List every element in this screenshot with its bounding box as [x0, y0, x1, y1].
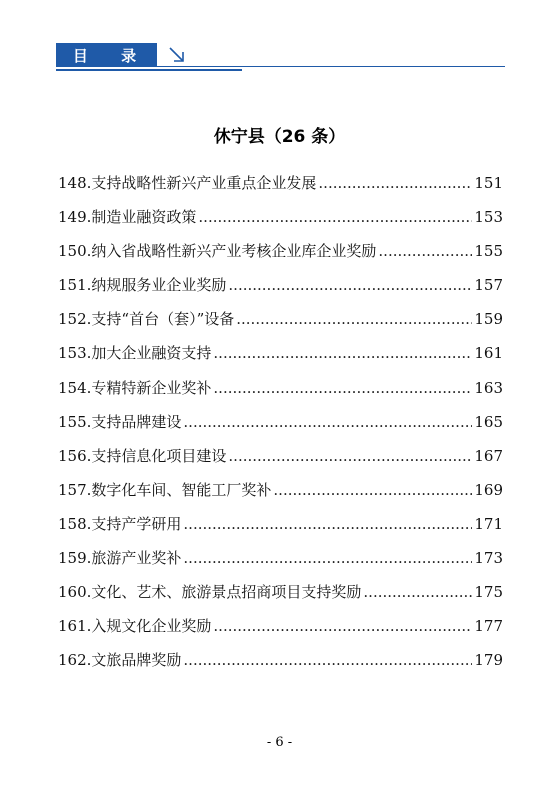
page-number: - 6 - [266, 735, 293, 750]
toc-entry-label: 153.加大企业融资支持 [58, 344, 212, 363]
toc-entry-page: 159 [474, 310, 503, 329]
toc-leader-dots [378, 234, 472, 268]
toc-leader-dots [213, 371, 472, 405]
toc-entry-page: 177 [474, 617, 503, 636]
toc-entry[interactable] [58, 200, 503, 234]
toc-leader-dots [183, 507, 472, 541]
toc-entry[interactable] [58, 541, 503, 575]
toc-leader-dots [213, 336, 472, 370]
toc-entry-label: 157.数字化车间、智能工厂奖补 [58, 480, 272, 499]
toc-entry-page: 155 [474, 242, 503, 261]
toc-leader-dots [236, 302, 472, 336]
toc-header [56, 43, 505, 79]
toc-entry-label: 160.文化、艺术、旅游景点招商项目支持奖励 [58, 583, 362, 602]
toc-entry-label: 150.纳入省战略性新兴产业考核企业库企业奖励 [58, 242, 377, 261]
toc-leader-dots [183, 643, 472, 677]
toc-entry-page: 169 [474, 480, 503, 499]
toc-entry[interactable] [58, 439, 503, 473]
toc-entry-page: 173 [474, 549, 503, 568]
toc-entry-page: 161 [474, 344, 503, 363]
toc-leader-dots [183, 405, 472, 439]
toc-leader-dots [183, 541, 472, 575]
toc-entry[interactable] [58, 609, 503, 643]
table-of-contents [58, 166, 503, 677]
toc-entry[interactable] [58, 643, 503, 677]
toc-entry[interactable] [58, 336, 503, 370]
toc-entry-label: 161.入规文化企业奖励 [58, 617, 212, 636]
toc-entry-page: 175 [474, 583, 503, 602]
toc-entry-label: 162.文旅品牌奖励 [58, 651, 182, 670]
toc-entry-page: 153 [474, 208, 503, 227]
toc-leader-dots [213, 609, 472, 643]
arrow-down-right-icon [166, 43, 188, 67]
toc-entry-label: 151.纳规服务业企业奖励 [58, 276, 227, 295]
toc-entry-page: 179 [474, 651, 503, 670]
toc-header-tab: 目 录 [56, 43, 157, 67]
toc-entry-label: 159.旅游产业奖补 [58, 549, 182, 568]
toc-entry-page: 157 [474, 276, 503, 295]
toc-entry[interactable] [58, 166, 503, 200]
toc-entry-label: 155.支持品牌建设 [58, 412, 182, 431]
toc-entry-label: 154.专精特新企业奖补 [58, 378, 212, 397]
toc-entry-label: 152.支持“首台（套）”设备 [58, 310, 235, 329]
toc-entry[interactable] [58, 473, 503, 507]
toc-entry[interactable] [58, 234, 503, 268]
toc-entry[interactable] [58, 268, 503, 302]
toc-leader-dots [198, 200, 472, 234]
toc-leader-dots [363, 575, 472, 609]
toc-entry-label: 158.支持产学研用 [58, 514, 182, 533]
toc-entry-page: 167 [474, 446, 503, 465]
toc-entry-page: 163 [474, 378, 503, 397]
section-title: 休宁县（26 条） [213, 127, 346, 147]
toc-entry[interactable] [58, 575, 503, 609]
toc-entry-page: 171 [474, 514, 503, 533]
toc-entry[interactable] [58, 302, 503, 336]
toc-entry-label: 149.制造业融资政策 [58, 208, 197, 227]
header-rule-thick [56, 69, 242, 71]
toc-leader-dots [273, 473, 472, 507]
toc-leader-dots [318, 166, 472, 200]
toc-entry[interactable] [58, 371, 503, 405]
toc-entry[interactable] [58, 405, 503, 439]
toc-entry-label: 156.支持信息化项目建设 [58, 446, 227, 465]
header-rule-thin [157, 66, 505, 67]
toc-leader-dots [228, 268, 472, 302]
toc-entry-page: 165 [474, 412, 503, 431]
toc-entry[interactable] [58, 507, 503, 541]
toc-entry-label: 148.支持战略性新兴产业重点企业发展 [58, 174, 317, 192]
toc-leader-dots [228, 439, 472, 473]
toc-entry-page: 151 [474, 174, 503, 192]
